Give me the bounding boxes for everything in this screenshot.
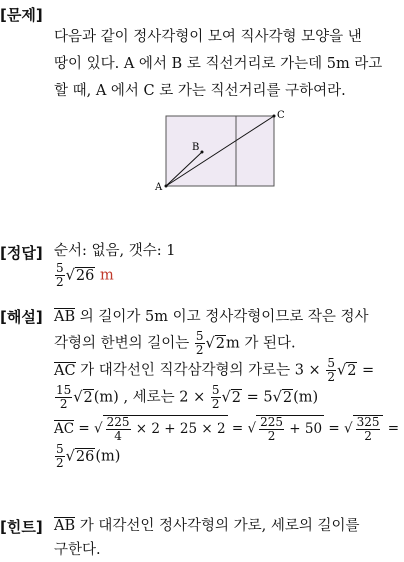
sqrt-expression: [353, 415, 384, 443]
point-b-label: B: [192, 142, 200, 153]
segment-label: AB: [54, 518, 76, 534]
denominator: 2: [364, 429, 372, 443]
denominator: 4: [114, 429, 122, 443]
problem-line: 할 때, A 에서 C 로 가는 직선거리를 구하여라.: [54, 83, 346, 99]
radicand: 2: [282, 389, 293, 406]
text: =: [227, 420, 248, 437]
fraction: [55, 384, 72, 411]
numerator: 5: [56, 261, 64, 275]
explanation-block: [54, 304, 398, 470]
numerator: 225: [106, 415, 130, 429]
text: (m) , 세로는 2 ×: [93, 389, 210, 406]
explanation-line: AC = √ $\frac{225}{4}$ × 2 + 25 × 2 = √ $\frac{225}{2}$ + 50 = √ $\frac{325}{2}$ =: [54, 415, 400, 443]
denominator: 2: [59, 397, 68, 411]
numerator: 5: [56, 442, 64, 456]
denominator: 2: [211, 397, 220, 411]
denominator: 2: [195, 343, 204, 357]
explanation-line: AC 가 대각선인 직각삼각형의 가로는 3 × $\frac{5}{2}$ √2 =: [54, 356, 375, 384]
radicand: 2: [83, 389, 93, 406]
answer-label: [정답]: [0, 244, 43, 262]
segment-label: AC: [54, 420, 75, 437]
text: =: [74, 420, 94, 437]
segment-label: AB: [54, 309, 76, 325]
point-a-label: A: [155, 182, 163, 190]
explanation-line: 각형의 한변의 길이는 $\frac{5}{2}$ √2m 가 된다.: [54, 329, 296, 357]
denominator: 2: [327, 370, 335, 384]
text: (m): [95, 448, 121, 465]
text: × 2 + 25 × 2: [131, 421, 226, 437]
segment-label: AC: [54, 362, 76, 379]
answer-block: [54, 240, 398, 289]
text: + 50: [284, 421, 323, 437]
explanation-line: $\frac{5}{2}$ √26(m): [56, 442, 121, 470]
text: 각형의 한변의 길이는: [54, 335, 194, 352]
numerator: 15: [56, 383, 72, 397]
point-b-dot: [201, 151, 204, 154]
sqrt-expression: [103, 415, 228, 443]
radicand: 26: [75, 267, 95, 284]
fraction: [211, 384, 221, 411]
problem-label: [문제]: [0, 6, 43, 24]
explanation-label: [해설]: [0, 308, 43, 326]
fraction: [326, 357, 336, 384]
answer-order-count: 순서: 없음, 갯수: 1: [54, 243, 176, 259]
fraction: [195, 330, 205, 357]
radicand: 2: [347, 362, 357, 379]
point-c-label: C: [277, 110, 285, 121]
point-a-dot: [165, 185, 168, 188]
hint-line: 구한다.: [54, 542, 101, 558]
text: 가 대각선인 직각삼각형의 가로는 3 ×: [75, 362, 326, 379]
text: =: [324, 420, 344, 437]
explanation-line: $\frac{15}{2}$ √2(m) , 세로는 2 × $\frac{5}{2}$ √2 = 5√2(m): [56, 383, 319, 411]
explanation-line: [54, 304, 398, 330]
text: (m): [293, 389, 319, 406]
radicand: 2: [215, 335, 226, 352]
numerator: 225: [260, 415, 283, 429]
fraction: [259, 416, 284, 443]
fraction: [55, 262, 65, 289]
denominator: 2: [56, 275, 64, 289]
text: =: [357, 362, 375, 379]
answer-value: $\frac{5}{2}$ √26 m: [56, 261, 114, 289]
sqrt-expression: [256, 415, 324, 443]
hint-label: [힌트]: [0, 518, 43, 536]
radicand: 26: [75, 448, 95, 465]
fraction: [55, 443, 65, 470]
text: = 5: [242, 389, 273, 406]
radicand: 2: [231, 389, 242, 406]
rectangle-figure: [150, 106, 290, 190]
text: =: [383, 420, 400, 437]
hint-line: [54, 514, 398, 538]
text: 가 대각선인 정사각형의 가로, 세로의 길이를: [75, 518, 360, 534]
point-c-dot: [273, 115, 276, 118]
fraction: [106, 416, 131, 443]
denominator: 2: [267, 429, 276, 443]
problem-line: 땅이 있다. A 에서 B 로 직선거리로 가는데 5m 라고: [54, 56, 383, 72]
text: 의 길이가 5m 이고 정사각형이므로 작은 정사: [75, 309, 369, 325]
problem-text: [54, 24, 398, 105]
denominator: 2: [56, 456, 64, 470]
numerator: 5: [327, 356, 335, 370]
problem-line: 다음과 같이 정사각형이 모여 직사각형 모양을 낸: [54, 29, 362, 45]
fraction: [356, 416, 381, 443]
numerator: 5: [195, 329, 204, 343]
answer-unit: m: [99, 267, 114, 284]
hint-block: [54, 514, 398, 562]
numerator: 325: [356, 415, 380, 429]
text: m 가 된다.: [226, 335, 296, 352]
numerator: 5: [211, 383, 220, 397]
